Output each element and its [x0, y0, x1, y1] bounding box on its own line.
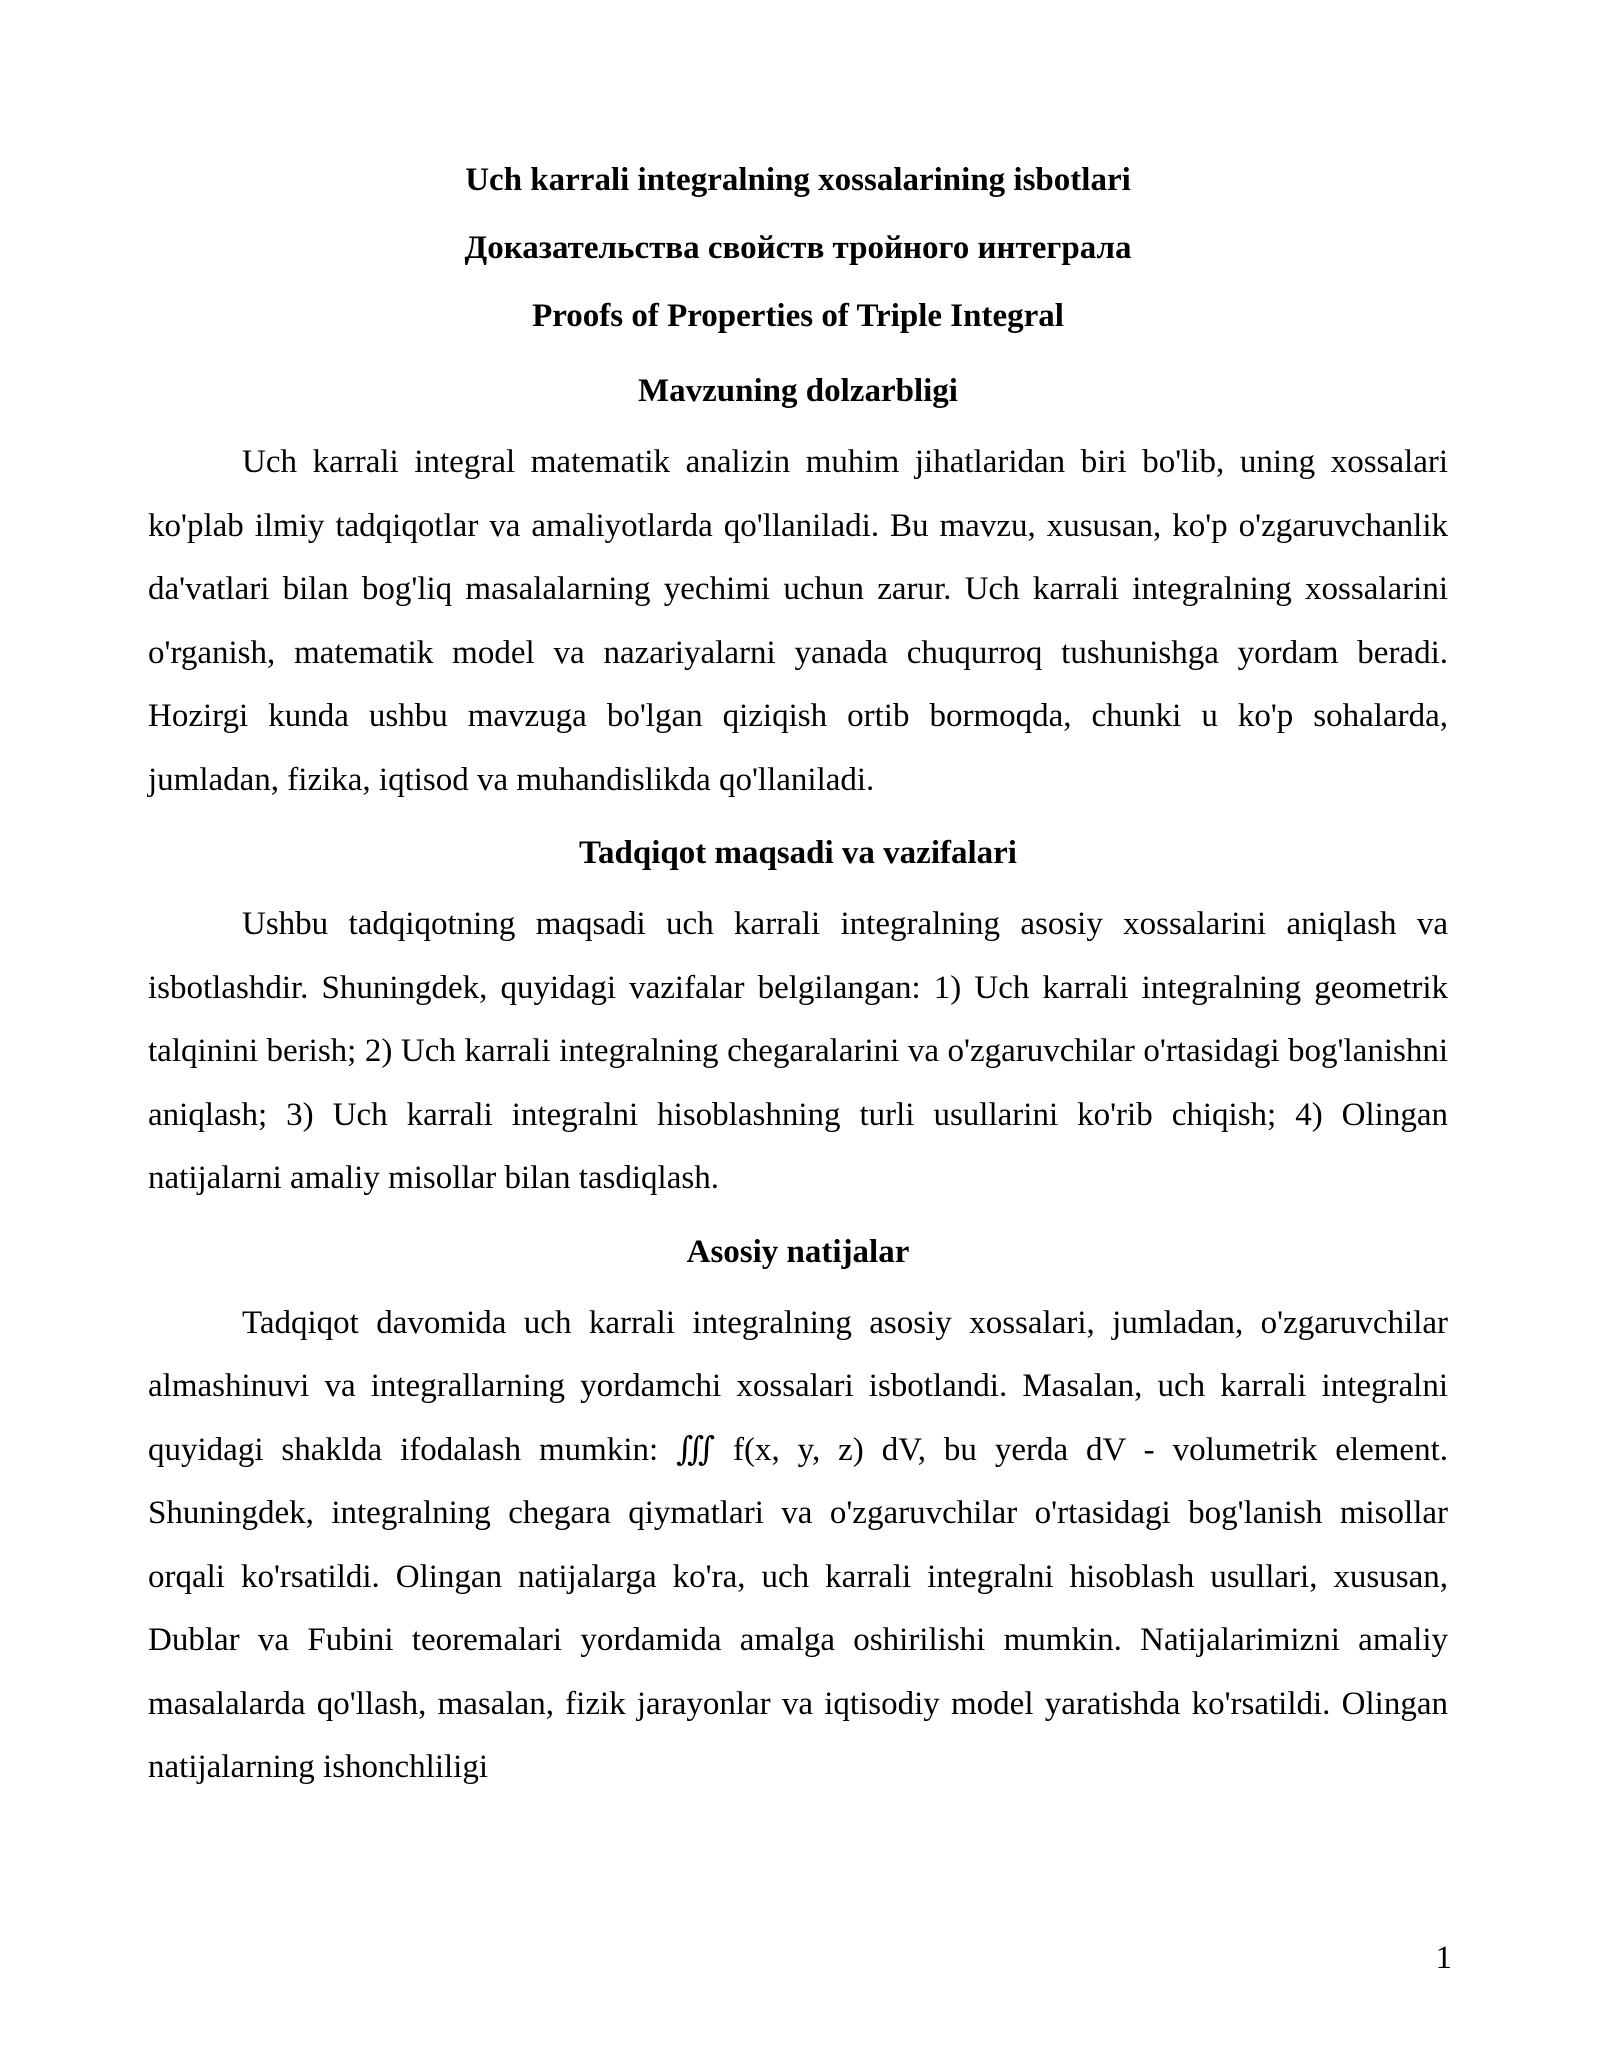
- section-heading-relevance: Mavzuning dolzarbligi: [638, 373, 958, 409]
- section-text-goals: Ushbu tadqiqotning maqsadi uch karrali integralning asosiy xossalarini aniqlash va isbotlashdir. Shuningdek, quyidagi vazifalar belgilangan: 1) Uch karrali integralning geometrik talqinini berish; 2) Uch karrali integralning chegaralarini va o'zgaruvchilar o'rtasidagi bog'lanishni aniqlash; 3) Uch karrali integralni hisoblashning turli usullarini ko'rib chiqish; 4) Olingan natijalarni amaliy misollar bilan tasdiqlash.: [148, 906, 1448, 1196]
- section-text-results: Tadqiqot davomida uch karrali integralning asosiy xossalari, jumladan, o'zgaruvchilar almashinuvi va integrallarning yordamchi xossalari isbotlandi. Masalan, uch karrali integralni quyidagi shaklda ifodalash mumkin: ∭ f(x, y, z) dV, bu yerda dV - volumetrik element. Shuningdek, integralning chegara qiymatlari va o'zgaruvchilar o'rtasidagi bog'lanish misollar orqali ko'rsatildi. Olingan natijalarga ko'ra, uch karrali integralni hisoblash usullari, xususan, Dublar va Fubini teoremalari yordamida amalga oshirilishi mumkin. Natijalarimizni amaliy masalalarda qo'llash, masalan, fizik jarayonlar va iqtisodiy model yaratishda ko'rsatildi. Olingan natijalarning ishonchliligi: [148, 1304, 1448, 1785]
- title-uzbek: Uch karrali integralning xossalarining isbotlari: [465, 162, 1131, 198]
- section-text-relevance: Uch karrali integral matematik analizin muhim jihatlaridan biri bo'lib, uning xossalari ko'plab ilmiy tadqiqotlar va amaliyotlarda qo'llaniladi. Bu mavzu, xususan, ko'p o'zgaruvchanlik da'vatlari bilan bog'liq masalalarning yechimi uchun zarur. Uch karrali integralning xossalarini o'rganish, matematik model va nazariyalarni yanada chuqurroq tushunishga yordam beradi. Hozirgi kunda ushbu mavzuga bo'lgan qiziqish ortib bormoqda, chunki u ko'p sohalarda, jumladan, fizika, iqtisod va muhandislikda qo'llaniladi.: [148, 444, 1448, 798]
- section-heading-results: Asosiy natijalar: [686, 1233, 910, 1270]
- title-english: Proofs of Properties of Triple Integral: [532, 298, 1064, 334]
- page-number: 1: [1435, 1940, 1452, 1976]
- section-heading-goals: Tadqiqot maqsadi va vazifalari: [579, 835, 1017, 871]
- title-russian: Доказательства свойств тройного интеграла: [464, 230, 1132, 266]
- document-page: [148, 146, 1448, 1800]
